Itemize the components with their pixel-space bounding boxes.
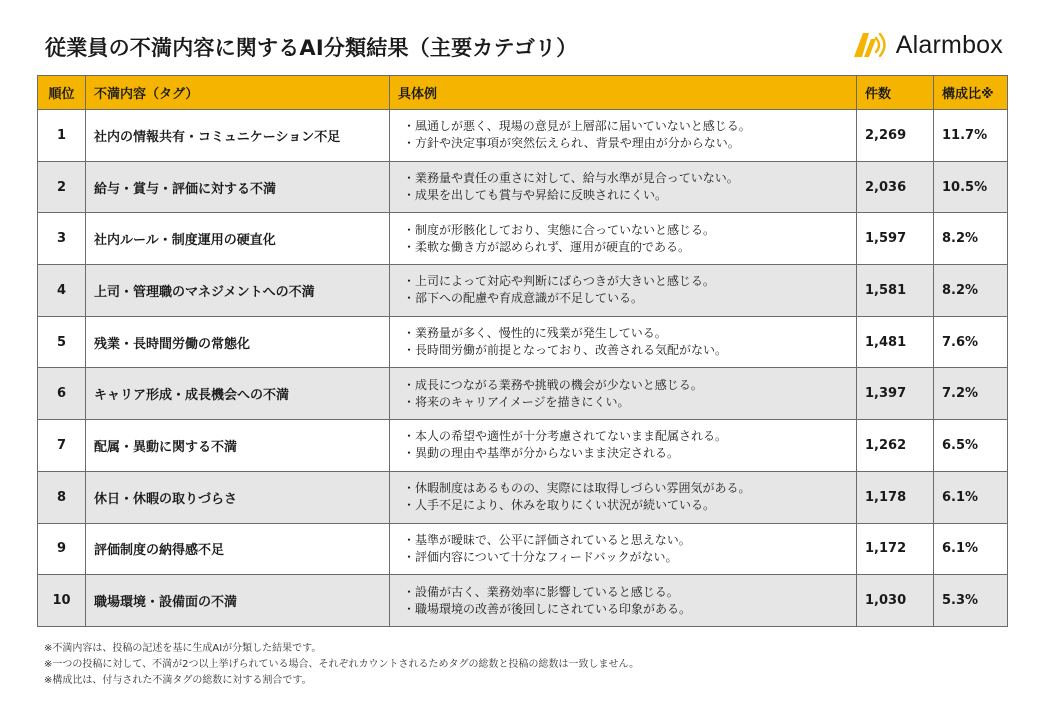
examples-cell — [390, 110, 857, 162]
complaint-ranking-table — [37, 75, 1008, 627]
page-header — [45, 30, 1003, 70]
example-line: ・基準が曖昧で、公平に評価されていると思えない。 — [403, 532, 691, 547]
table-header — [38, 76, 1008, 110]
example-line: ・人手不足により、休みを取りにくい状況が続いている。 — [403, 498, 716, 513]
ratio-cell: 10.5% — [934, 161, 1008, 213]
header-ratio: 構成比※ — [934, 76, 1008, 110]
ratio-cell: 7.2% — [934, 368, 1008, 420]
example-line: ・職場環境の改善が後回しにされている印象がある。 — [403, 601, 692, 616]
example-line: ・設備が古く、業務効率に影響していると感じる。 — [403, 584, 679, 599]
table-row — [38, 523, 1008, 575]
examples-cell — [390, 523, 857, 575]
example-line: ・異動の理由や基準が分からないまま決定される。 — [403, 446, 680, 461]
table-row — [38, 471, 1008, 523]
table-row — [38, 110, 1008, 162]
example-line: ・上司によって対応や判断にばらつきが大きいと感じる。 — [403, 274, 715, 289]
header-count: 件数 — [857, 76, 934, 110]
category-cell: 給与・賞与・評価に対する不満 — [86, 161, 390, 213]
footnote: ※構成比は、付与された不満タグの総数に対する割合です。 — [44, 675, 312, 686]
example-line: ・本人の希望や適性が十分考慮されてないまま配属される。 — [403, 429, 728, 444]
example-line: ・部下への配慮や育成意識が不足している。 — [403, 291, 644, 306]
rank-cell: 1 — [38, 110, 86, 162]
rank-cell: 4 — [38, 265, 86, 317]
header-category: 不満内容（タグ） — [86, 76, 390, 110]
rank-cell: 3 — [38, 213, 86, 265]
ratio-cell: 6.1% — [934, 471, 1008, 523]
rank-cell: 7 — [38, 420, 86, 472]
rank-cell: 6 — [38, 368, 86, 420]
example-line: ・成長につながる業務や挑戦の機会が少ないと感じる。 — [403, 377, 703, 392]
rank-cell: 10 — [38, 575, 86, 627]
category-cell: 社内の情報共有・コミュニケーション不足 — [86, 110, 390, 162]
example-line: ・長時間労働が前提となっており、改善される気配がない。 — [403, 343, 728, 358]
table-row — [38, 368, 1008, 420]
alarmbox-logo-icon — [852, 30, 888, 60]
category-cell: キャリア形成・成長機会への不満 — [86, 368, 390, 420]
table-row — [38, 420, 1008, 472]
ratio-cell: 6.5% — [934, 420, 1008, 472]
examples-cell — [390, 471, 857, 523]
table-row — [38, 265, 1008, 317]
rank-cell: 2 — [38, 161, 86, 213]
example-line: ・風通しが悪く、現場の意見が上層部に届いていないと感じる。 — [403, 119, 751, 134]
count-cell: 2,036 — [857, 161, 934, 213]
example-line: ・業務量が多く、慢性的に残業が発生している。 — [403, 326, 667, 341]
header-examples: 具体例 — [390, 76, 857, 110]
example-line: ・柔軟な働き方が認められず、運用が硬直的である。 — [403, 239, 691, 254]
example-line: ・制度が形骸化しており、実態に合っていないと感じる。 — [403, 222, 716, 237]
example-line: ・評価内容について十分なフィードバックがない。 — [403, 549, 678, 564]
examples-cell — [390, 420, 857, 472]
ratio-cell: 6.1% — [934, 523, 1008, 575]
footnotes — [44, 641, 639, 689]
example-line: ・成果を出しても賞与や昇給に反映されにくい。 — [403, 188, 668, 203]
brand-logo — [852, 30, 1003, 60]
count-cell: 1,030 — [857, 575, 934, 627]
ratio-cell: 5.3% — [934, 575, 1008, 627]
examples-cell — [390, 575, 857, 627]
count-cell: 1,481 — [857, 316, 934, 368]
table-row — [38, 161, 1008, 213]
table-body — [38, 110, 1008, 627]
count-cell: 1,397 — [857, 368, 934, 420]
footnote: ※一つの投稿に対して、不満が2つ以上挙げられている場合、それぞれカウントされるためタグの総数と投稿の総数は一致しません。 — [44, 659, 640, 670]
count-cell: 1,172 — [857, 523, 934, 575]
category-cell: 評価制度の納得感不足 — [86, 523, 390, 575]
example-line: ・業務量や責任の重さに対して、給与水準が見合っていない。 — [403, 171, 739, 186]
count-cell: 2,269 — [857, 110, 934, 162]
category-cell: 上司・管理職のマネジメントへの不満 — [86, 265, 390, 317]
category-cell: 休日・休暇の取りづらさ — [86, 471, 390, 523]
count-cell: 1,178 — [857, 471, 934, 523]
count-cell: 1,262 — [857, 420, 934, 472]
ratio-cell: 11.7% — [934, 110, 1008, 162]
page-title: 従業員の不満内容に関するAI分類結果（主要カテゴリ） — [45, 36, 578, 60]
table-row — [38, 213, 1008, 265]
rank-cell: 9 — [38, 523, 86, 575]
example-line: ・休暇制度はあるものの、実際には取得しづらい雰囲気がある。 — [403, 481, 751, 496]
count-cell: 1,597 — [857, 213, 934, 265]
count-cell: 1,581 — [857, 265, 934, 317]
header-rank: 順位 — [38, 76, 86, 110]
table-row — [38, 316, 1008, 368]
examples-cell — [390, 161, 857, 213]
table-row — [38, 575, 1008, 627]
category-cell: 配属・異動に関する不満 — [86, 420, 390, 472]
ratio-cell: 7.6% — [934, 316, 1008, 368]
examples-cell — [390, 368, 857, 420]
category-cell: 残業・長時間労働の常態化 — [86, 316, 390, 368]
logo-text: Alarmbox — [895, 30, 1003, 59]
examples-cell — [390, 265, 857, 317]
example-line: ・将来のキャリアイメージを描きにくい。 — [403, 394, 630, 409]
ratio-cell: 8.2% — [934, 213, 1008, 265]
category-cell: 職場環境・設備面の不満 — [86, 575, 390, 627]
ratio-cell: 8.2% — [934, 265, 1008, 317]
examples-cell — [390, 316, 857, 368]
rank-cell: 8 — [38, 471, 86, 523]
footnote: ※不満内容は、投稿の記述を基に生成AIが分類した結果です。 — [44, 643, 322, 654]
examples-cell — [390, 213, 857, 265]
example-line: ・方針や決定事項が突然伝えられ、背景や理由が分からない。 — [403, 136, 740, 151]
rank-cell: 5 — [38, 316, 86, 368]
category-cell: 社内ルール・制度運用の硬直化 — [86, 213, 390, 265]
